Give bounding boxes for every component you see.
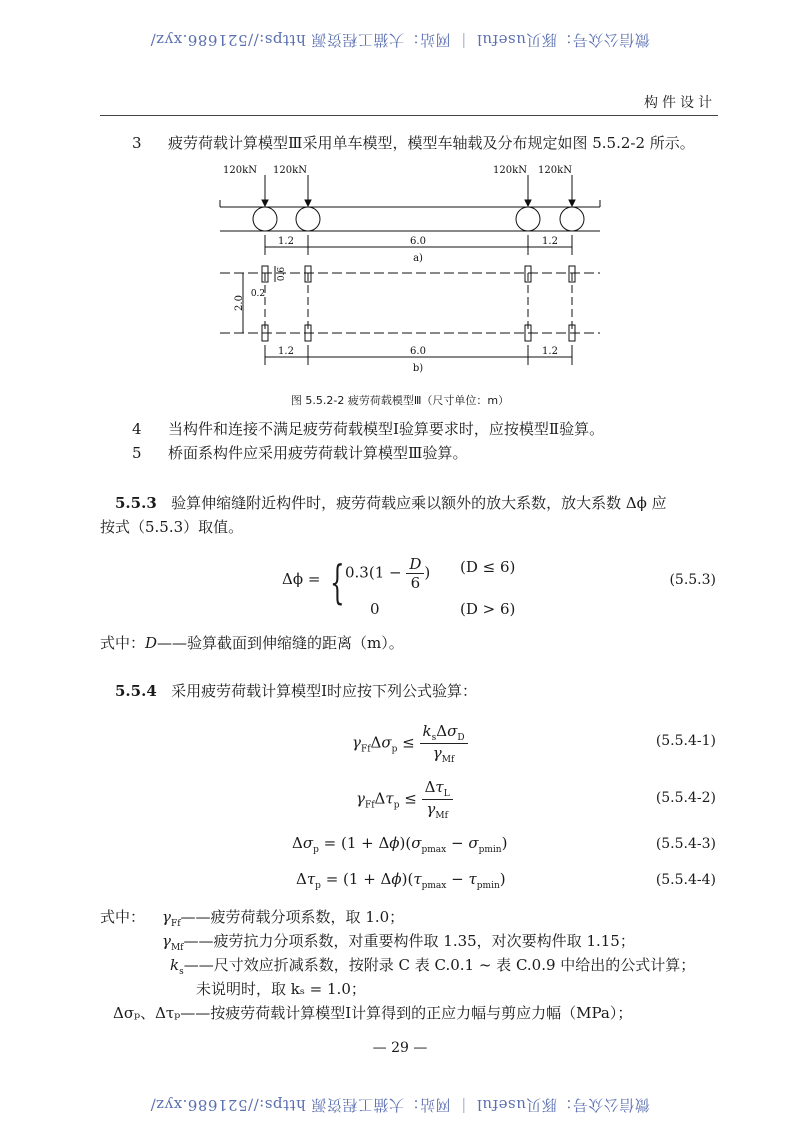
- clause-text: 采用疲劳荷载计算模型Ⅰ时应按下列公式验算：: [171, 682, 478, 700]
- list-item-5: [132, 442, 467, 464]
- equation-number: (5.5.4-1): [655, 733, 716, 749]
- page-number: — 29 —: [372, 1040, 428, 1056]
- equation-number: (5.5.4-4): [655, 872, 716, 888]
- figure-caption: 图 5.5.2-2 疲劳荷载模型Ⅲ（尺寸单位：m）: [290, 394, 510, 407]
- svg-text:1.2: 1.2: [278, 236, 294, 247]
- def-gamma-ff: $\gamma_{Ff}——$疲劳荷载分项系数，取 1.0；: [162, 908, 405, 929]
- clause-number: 5.5.4: [115, 682, 157, 700]
- svg-text:120kN: 120kN: [538, 165, 572, 176]
- eq-5-5-4-3: $\Delta\sigma_p = (1 + \Delta\phi)(\sigma_{pmax} - \sigma_{pmin})$: [292, 834, 508, 855]
- watermark-bottom: 微信公众号：豚贝useful ｜ 网站：大猫工程资源 https://521686.xyz/: [150, 1096, 650, 1114]
- svg-text:a): a): [413, 253, 423, 264]
- running-header: 构件设计: [644, 95, 716, 111]
- header-rule: [100, 115, 718, 116]
- item-text: 疲劳荷载计算模型Ⅲ采用单车模型，模型车轴载及分布规定如图 5.5.2-2 所示。: [168, 134, 695, 152]
- item-number: 5: [132, 444, 142, 462]
- def-gamma-mf: $\gamma_{Mf}——$疲劳抗力分项系数，对重要构件取 1.35，对次要构件取 1.15；: [162, 932, 635, 953]
- eq-cond-1: (D ≤ 6): [460, 558, 516, 576]
- svg-text:2.0: 2.0: [234, 295, 245, 311]
- svg-text:0.2: 0.2: [250, 289, 266, 299]
- svg-text:120kN: 120kN: [493, 165, 527, 176]
- axle-diagram: [210, 155, 610, 385]
- svg-text:1.2: 1.2: [542, 236, 558, 247]
- figure-fatigue-load-model-3: [210, 155, 610, 385]
- svg-text:1.2: 1.2: [542, 346, 558, 357]
- item-text: 桥面系构件应采用疲劳荷载计算模型Ⅲ验算。: [168, 444, 468, 462]
- eq-5-5-4-2: $\gamma_{Ff}\Delta\tau_p$ ≤ $\frac{\Delta\tau_L}{\gamma_{Mf}}$: [356, 778, 453, 821]
- list-item-3: [132, 132, 695, 154]
- svg-text:0.6: 0.6: [277, 266, 287, 282]
- clause-5-5-3: [115, 492, 667, 514]
- svg-text:6.0: 6.0: [410, 236, 426, 247]
- def-stress-ranges: Δσₚ、Δτₚ——按疲劳荷载计算模型Ⅰ计算得到的正应力幅与剪应力幅（MPa）；: [113, 1004, 633, 1022]
- eq-case-2: 0: [370, 600, 380, 618]
- svg-text:120kN: 120kN: [273, 165, 307, 176]
- eq-case-1: 0.3(1 − $\frac{D}{6}$ ): [345, 555, 431, 592]
- eq-cond-2: (D > 6): [460, 600, 516, 618]
- clause-5-5-4: [115, 680, 477, 702]
- svg-text:6.0: 6.0: [410, 346, 426, 357]
- where-label: 式中：: [100, 908, 146, 926]
- equation-number: (5.5.4-3): [655, 836, 716, 852]
- def-ks: $k_s——$尺寸效应折减系数，按附录 C 表 C.0.1 ~ 表 C.0.9 中给出的公式计算；: [170, 956, 696, 977]
- svg-text:120kN: 120kN: [223, 165, 257, 176]
- item-number: 3: [132, 134, 142, 152]
- eq-5-5-4-1: $\gamma_{Ff}\Delta\sigma_p$ ≤ $\frac{k_s\Delta\sigma_D}{\gamma_{Mf}}$: [352, 722, 468, 765]
- eq-5-5-4-4: $\Delta\tau_p = (1 + \Delta\phi)(\tau_{pmax} - \tau_{pmin})$: [296, 870, 506, 891]
- watermark-top: 微信公众号：豚贝useful ｜ 网站：大猫工程资源 https://521686.xyz/: [150, 31, 650, 49]
- clause-5-5-3-line2: 按式（5.5.3）取值。: [100, 518, 244, 536]
- eq-lhs: Δϕ =: [282, 570, 321, 588]
- item-number: 4: [132, 420, 142, 438]
- brace: {: [330, 555, 345, 609]
- svg-text:b): b): [412, 363, 424, 374]
- list-item-4: [132, 418, 604, 440]
- item-text: 当构件和连接不满足疲劳荷载模型Ⅰ验算要求时，应按模型Ⅱ验算。: [168, 420, 605, 438]
- clause-text: 验算伸缩缝附近构件时，疲劳荷载应乘以额外的放大系数，放大系数 Δϕ 应: [171, 494, 667, 512]
- equation-number: (5.5.4-2): [655, 790, 716, 806]
- svg-text:1.2: 1.2: [278, 346, 294, 357]
- where-d: 式中：D——验算截面到伸缩缝的距离（m）。: [100, 634, 404, 652]
- equation-number: (5.5.3): [669, 572, 716, 588]
- clause-number: 5.5.3: [115, 494, 157, 512]
- def-ks-cont: 未说明时，取 kₛ = 1.0；: [196, 980, 366, 998]
